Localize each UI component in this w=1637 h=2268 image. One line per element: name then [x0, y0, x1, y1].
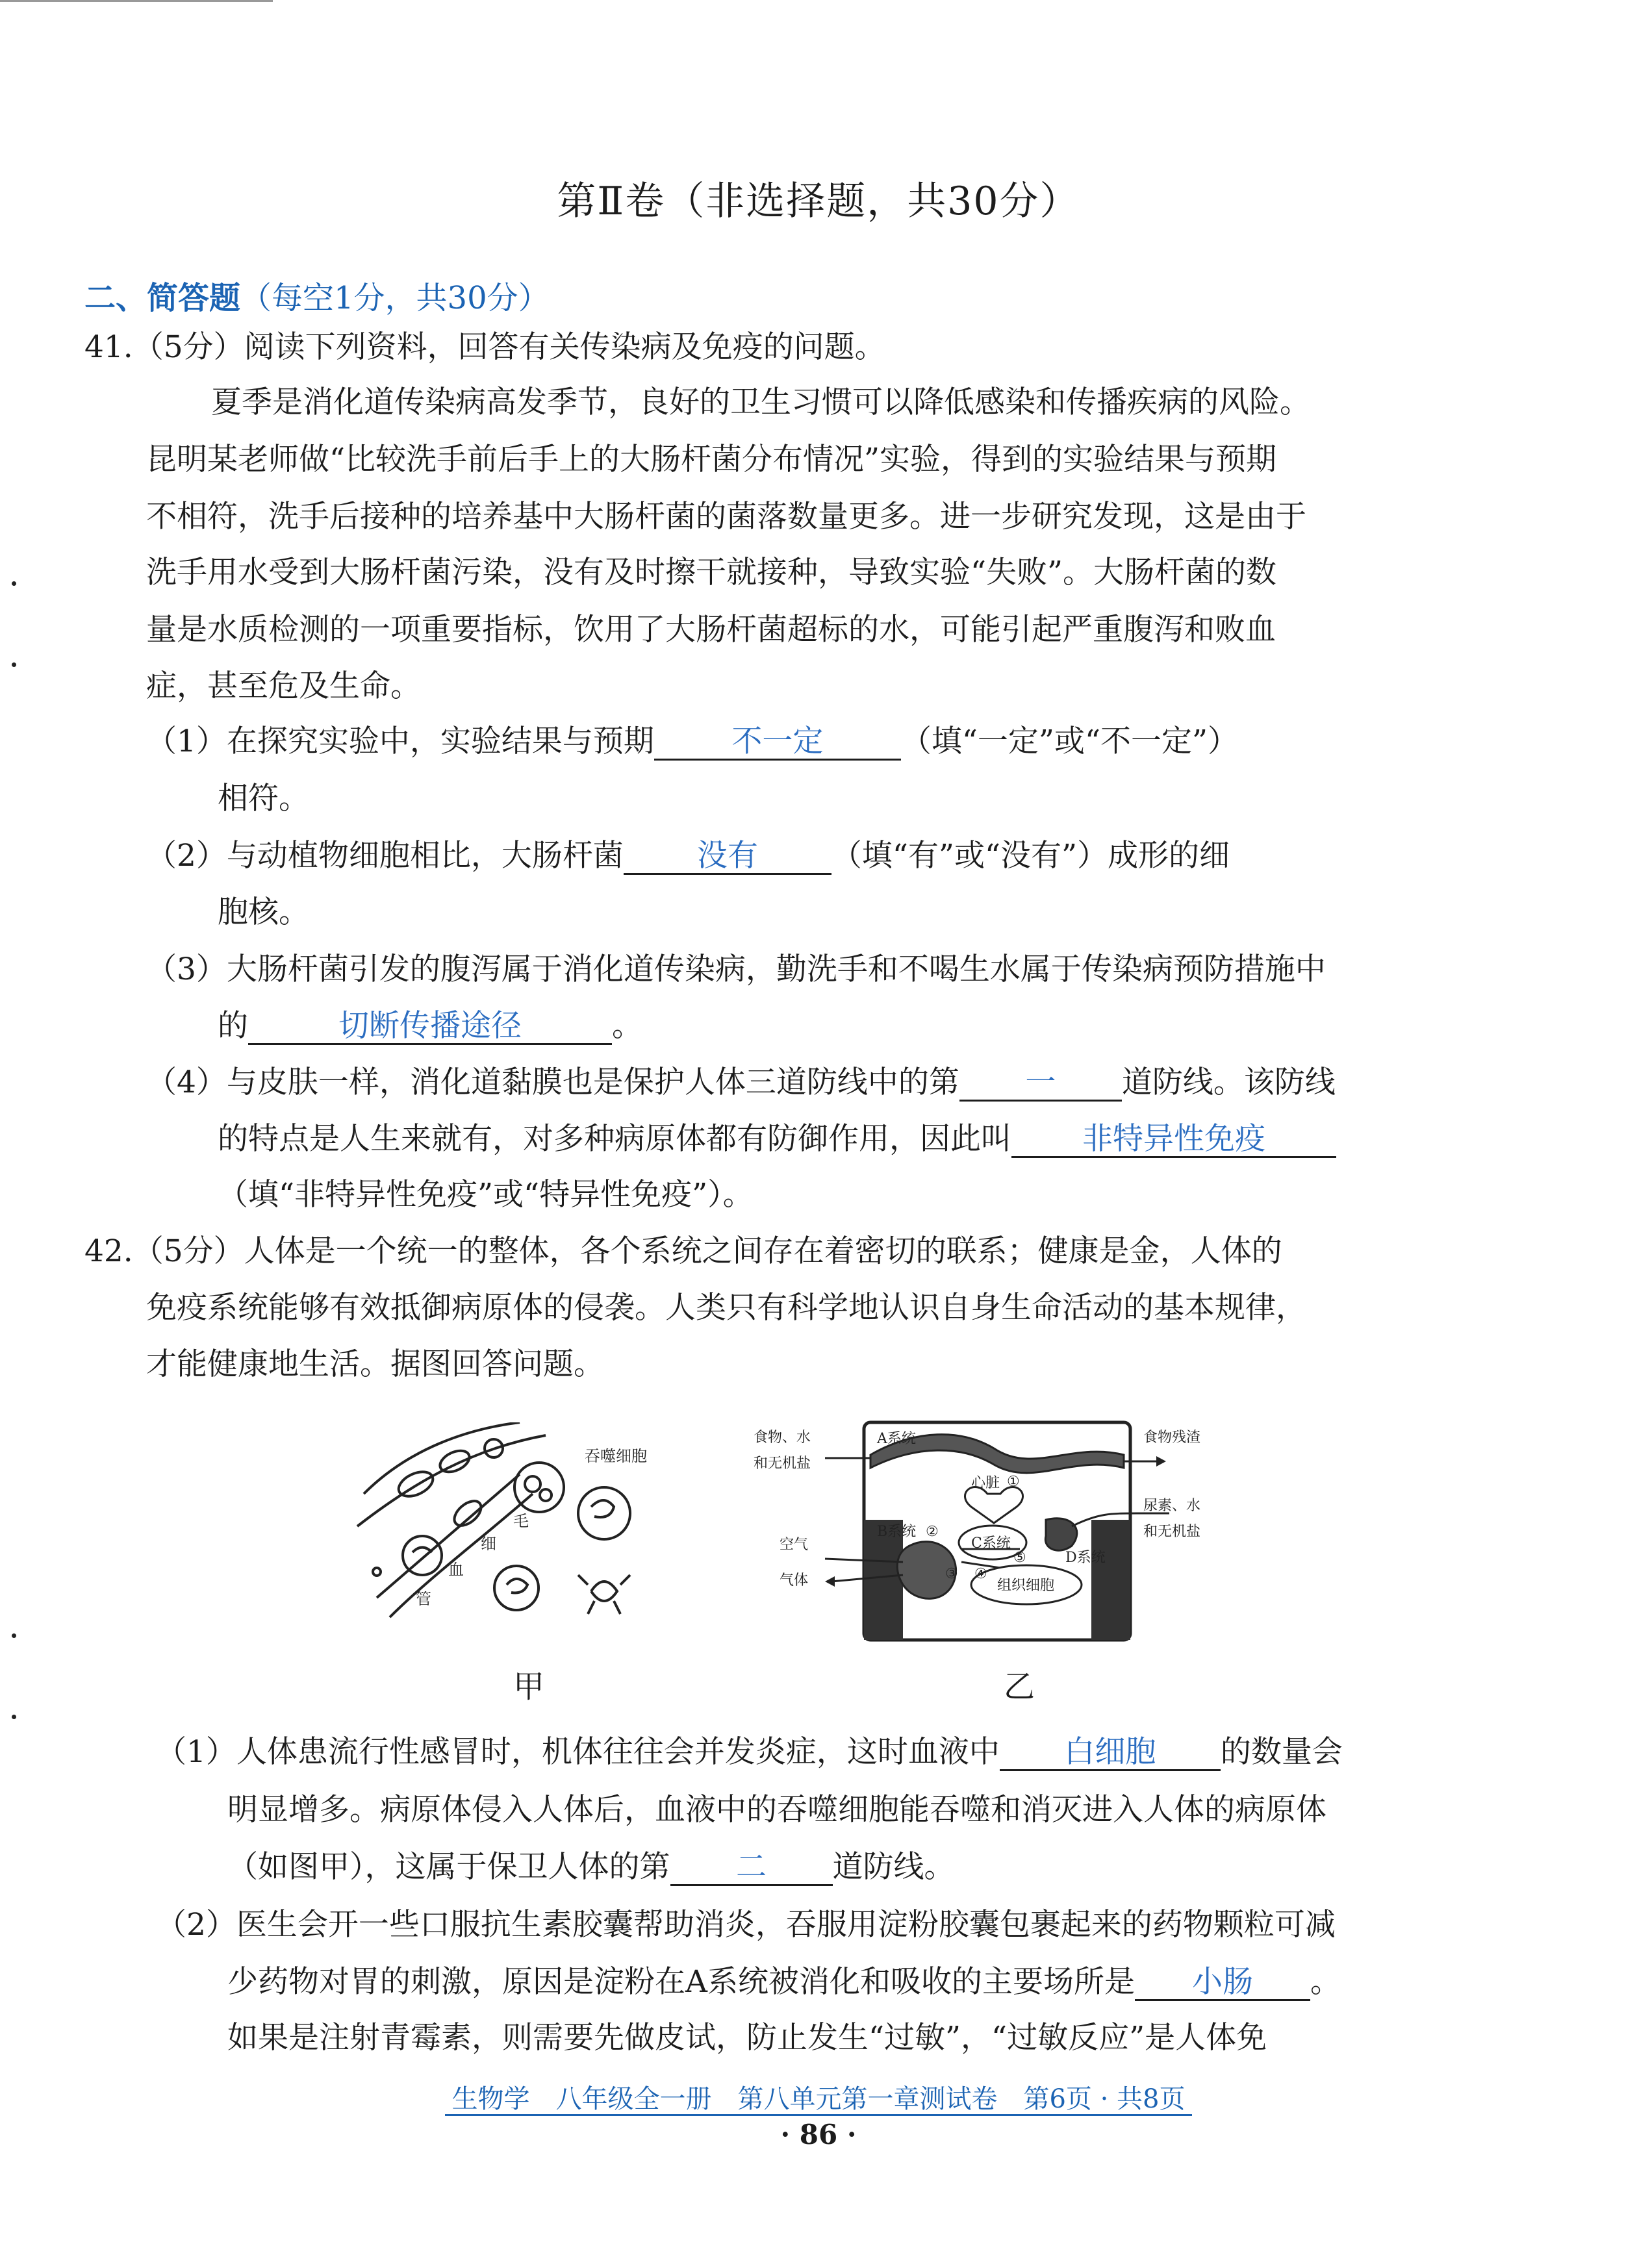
section-note: （每空1分，共30分）	[240, 280, 550, 316]
capillary-wall	[377, 1474, 520, 1598]
label-d-system: D系统	[1065, 1550, 1106, 1566]
label-xue: 血	[448, 1561, 464, 1579]
label-food-in: 和无机盐	[754, 1455, 811, 1472]
q41-part3: （3）大肠杆菌引发的腹泻属于消化道传染病，勤洗手和不喝生水属于传染病预防措施中	[146, 951, 1326, 987]
answer-blank: 小肠	[1135, 1963, 1310, 2001]
label-n4: ④	[974, 1566, 987, 1582]
label-guan: 管	[416, 1590, 431, 1608]
phagocyte	[578, 1487, 630, 1539]
label-n2: ②	[926, 1524, 939, 1540]
q41-passage-line: 夏季是消化道传染病高发季节，良好的卫生习惯可以降低感染和传播疾病的风险。	[211, 384, 1310, 420]
q41-passage-line: 洗手用水受到大肠杆菌污染，没有及时擦干就接种，导致实验“失败”。大肠杆菌的数	[146, 555, 1277, 590]
q41-part4-cont: （填“非特异性免疫”或“特异性免疫”）。	[218, 1177, 754, 1213]
label-c-system: C系统	[971, 1535, 1011, 1552]
q41-passage-line: 不相符，洗手后接种的培养基中大肠杆菌的菌落数量更多。进一步研究发现，这是由于	[146, 499, 1306, 535]
margin-dot	[12, 662, 16, 667]
q42-stem: 免疫系统能够有效抵御病原体的侵袭。人类只有科学地认识自身生命活动的基本规律，	[146, 1290, 1306, 1326]
label-food-in: 食物、水	[754, 1430, 811, 1446]
q41-stem: 41.（5分）阅读下列资料，回答有关传染病及免疫的问题。	[84, 329, 885, 365]
label-phagocyte: 吞噬细胞	[585, 1447, 647, 1465]
label-n5: ⑤	[1013, 1550, 1026, 1566]
q42-part1: （1）人体患流行性感冒时，机体往往会并发炎症，这时血液中 白细胞 的数量会	[156, 1734, 1343, 1770]
phagocyte	[403, 1536, 442, 1575]
phagocyte	[494, 1566, 539, 1610]
margin-dot	[12, 581, 16, 586]
label-gas: 气体	[780, 1572, 809, 1589]
capillary-wall	[390, 1494, 533, 1617]
q41-part2: （2）与动植物细胞相比，大肠杆菌 没有 （填“有”或“没有”）成形的细	[146, 838, 1230, 874]
q41-passage-line: 量是水质检测的一项重要指标，饮用了大肠杆菌超标的水，可能引起严重腹泻和败血	[146, 612, 1276, 648]
label-heart: 心脏	[971, 1475, 1000, 1491]
label-n1: ①	[1007, 1474, 1020, 1490]
answer-blank: 二	[670, 1848, 833, 1886]
label-a-system: A系统	[877, 1431, 916, 1447]
q42-part2-line3: 如果是注射青霉素，则需要先做皮试，防止发生“过敏”，“过敏反应”是人体免	[227, 2020, 1267, 2056]
answer-blank: 切断传播途径	[248, 1007, 612, 1045]
margin-dot	[12, 1633, 16, 1638]
page-footer: 生物学 八年级全一册 第八单元第一章测试卷 第6页 · 共8页	[0, 2078, 1637, 2115]
q41-passage-line: 症，甚至危及生命。	[146, 668, 421, 704]
q42-part1-line3: （如图甲），这属于保卫人体的第 二 道防线。	[227, 1849, 955, 1885]
label-n3: ③	[945, 1566, 958, 1582]
q41-part3-cont: 的 切断传播途径 。	[218, 1008, 642, 1044]
top-rule	[0, 0, 273, 2]
answer-blank: 非特异性免疫	[1011, 1120, 1336, 1158]
answer-blank: 白细胞	[1000, 1733, 1221, 1771]
page-number: · 86 ·	[780, 2119, 857, 2150]
answer-blank: 没有	[624, 837, 831, 875]
label-b-system: B系统	[877, 1524, 917, 1540]
label-xi: 细	[481, 1535, 496, 1553]
q42-stem: 42.（5分）人体是一个统一的整体，各个系统之间存在着密切的联系；健康是金，人体的	[84, 1233, 1282, 1269]
q42-stem: 才能健康地生活。据图回答问题。	[146, 1346, 604, 1382]
label-food-out: 食物残渣	[1143, 1430, 1201, 1446]
figure-yi-caption: 乙	[1004, 1669, 1035, 1705]
section-heading	[84, 273, 550, 318]
q41-part4: （4）与皮肤一样，消化道黏膜也是保护人体三道防线中的第 一 道防线。该防线	[146, 1065, 1336, 1100]
q41-part4-line2: 的特点是人生来就有，对多种病原体都有防御作用，因此叫 非特异性免疫	[218, 1120, 1336, 1159]
q42-part2-line2: 少药物对胃的刺激，原因是淀粉在A系统被消化和吸收的主要场所是 小肠 。	[227, 1964, 1341, 2000]
figure-jia	[351, 1422, 676, 1637]
label-tissue: 组织细胞	[997, 1578, 1055, 1594]
q41-part2-cont: 胞核。	[218, 894, 309, 930]
figure-yi	[747, 1416, 1215, 1650]
q42-part2: （2）医生会开一些口服抗生素胶囊帮助消炎，吞服用淀粉胶囊包裹起来的药物颗粒可减	[156, 1907, 1336, 1943]
q41-part1: （1）在探究实验中，实验结果与预期 不一定 （填“一定”或“不一定”）	[146, 724, 1239, 759]
kidney	[1045, 1518, 1076, 1550]
part-title: 第Ⅱ卷（非选择题，共30分）	[557, 179, 1080, 224]
label-air: 空气	[780, 1537, 809, 1553]
margin-dot	[12, 1715, 16, 1719]
q41-passage-line: 昆明某老师做“比较洗手前后手上的大肠杆菌分布情况”实验，得到的实验结果与预期	[146, 442, 1277, 477]
heart	[965, 1487, 1022, 1523]
label-urine: 和无机盐	[1143, 1524, 1201, 1540]
figure-jia-caption: 甲	[513, 1669, 545, 1705]
answer-blank: 一	[959, 1063, 1122, 1102]
q42-part1-line2: 明显增多。病原体侵入人体后，血液中的吞噬细胞能吞噬和消灭进入人体的病原体	[227, 1792, 1326, 1828]
label-urine: 尿素、水	[1143, 1498, 1201, 1514]
answer-blank: 不一定	[654, 722, 901, 761]
label-mao: 毛	[513, 1512, 529, 1530]
blood-cell	[450, 1496, 486, 1530]
q41-part1-cont: 相符。	[218, 781, 309, 816]
section-label: 二、简答题	[84, 280, 241, 316]
bacteria	[578, 1575, 630, 1614]
